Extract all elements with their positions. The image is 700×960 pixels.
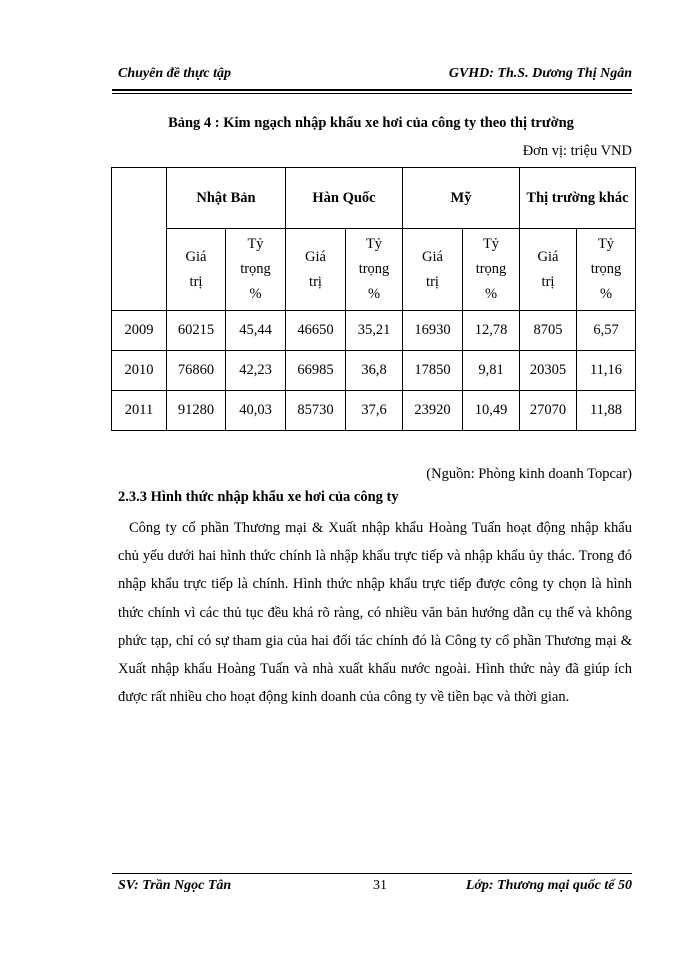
table-cell: 9,81: [463, 351, 520, 391]
group-header: Mỹ: [403, 168, 520, 229]
share-header: Tỷ trọng %: [463, 229, 520, 311]
table-row: [112, 351, 636, 391]
table-cell: 27070: [520, 391, 577, 431]
header-rule-thin: [112, 93, 632, 94]
footer-rule: [112, 873, 632, 874]
footer-class: Lớp: Thương mại quốc tế 50: [465, 878, 632, 893]
header-rule-thick: [112, 89, 632, 91]
page-footer: [118, 878, 632, 900]
value-header: Giá trị: [403, 229, 463, 311]
table-cell: 36,8: [346, 351, 403, 391]
year-cell: 2009: [112, 311, 167, 351]
year-cell: 2011: [112, 391, 167, 431]
table-row: [112, 311, 636, 351]
table-cell: 8705: [520, 311, 577, 351]
header-supervisor: GVHD: Th.S. Dương Thị Ngân: [448, 66, 632, 81]
table-cell: 35,21: [346, 311, 403, 351]
table-cell: 66985: [286, 351, 346, 391]
table-cell: 11,16: [577, 351, 636, 391]
table-cell: 40,03: [226, 391, 286, 431]
group-header: Thị trường khác: [520, 168, 636, 229]
table-cell: 12,78: [463, 311, 520, 351]
page-header: [118, 62, 632, 86]
table-cell: 42,23: [226, 351, 286, 391]
table-cell: 60215: [167, 311, 226, 351]
table-unit: Đơn vị: triệu VND: [522, 143, 632, 159]
corner-cell: [112, 168, 167, 311]
footer-student: SV: Trần Ngọc Tân: [118, 878, 232, 893]
value-header: Giá trị: [520, 229, 577, 311]
table-cell: 91280: [167, 391, 226, 431]
section-heading: 2.3.3 Hình thức nhập khẩu xe hơi của công ty: [118, 489, 399, 505]
table-cell: 10,49: [463, 391, 520, 431]
share-header: Tỷ trọng %: [226, 229, 286, 311]
table-cell: 45,44: [226, 311, 286, 351]
table-cell: 46650: [286, 311, 346, 351]
table-cell: 6,57: [577, 311, 636, 351]
table-title: Bảng 4 : Kim ngạch nhập khẩu xe hơi của công ty theo thị trường: [168, 115, 574, 131]
table-row: [112, 391, 636, 431]
share-header: Tỷ trọng %: [346, 229, 403, 311]
table-cell: 37,6: [346, 391, 403, 431]
page-number: 31: [373, 878, 387, 893]
table-cell: 20305: [520, 351, 577, 391]
table-cell: 76860: [167, 351, 226, 391]
table-cell: 16930: [403, 311, 463, 351]
value-header: Giá trị: [167, 229, 226, 311]
import-turnover-table: [111, 167, 636, 431]
body-paragraph: Công ty cổ phần Thương mại & Xuất nhập khẩu Hoàng Tuấn hoạt động nhập khẩu chủ yếu dưới hai hình thức chính là nhập khẩu trực tiếp và nhập khẩu ủy thác. Trong đó nhập khẩu trực tiếp là chính. Hình thức nhập khẩu trực tiếp được công ty chọn là hình thức chính vì các thủ tục đều khá rõ ràng, có nhiều văn bản hướng dẫn cụ thể và không phức tạp, chỉ có sự tham gia của hai đối tác chính đó là Công ty cổ phần Thương mại & Xuất nhập khẩu Hoàng Tuấn và nhà xuất khẩu nước ngoài. Hình thức này đã giúp ích được rất nhiều cho hoạt động kinh doanh của công ty về tiền bạc và thời gian.: [118, 520, 632, 706]
table-cell: 11,88: [577, 391, 636, 431]
table-source: (Nguồn: Phòng kinh doanh Topcar): [426, 466, 632, 482]
value-header: Giá trị: [286, 229, 346, 311]
table-cell: 23920: [403, 391, 463, 431]
header-course: Chuyên đề thực tập: [118, 66, 232, 81]
share-header: Tỷ trọng %: [577, 229, 636, 311]
table-cell: 17850: [403, 351, 463, 391]
group-header: Nhật Bản: [167, 168, 286, 229]
year-cell: 2010: [112, 351, 167, 391]
table-cell: 85730: [286, 391, 346, 431]
group-header: Hàn Quốc: [286, 168, 403, 229]
